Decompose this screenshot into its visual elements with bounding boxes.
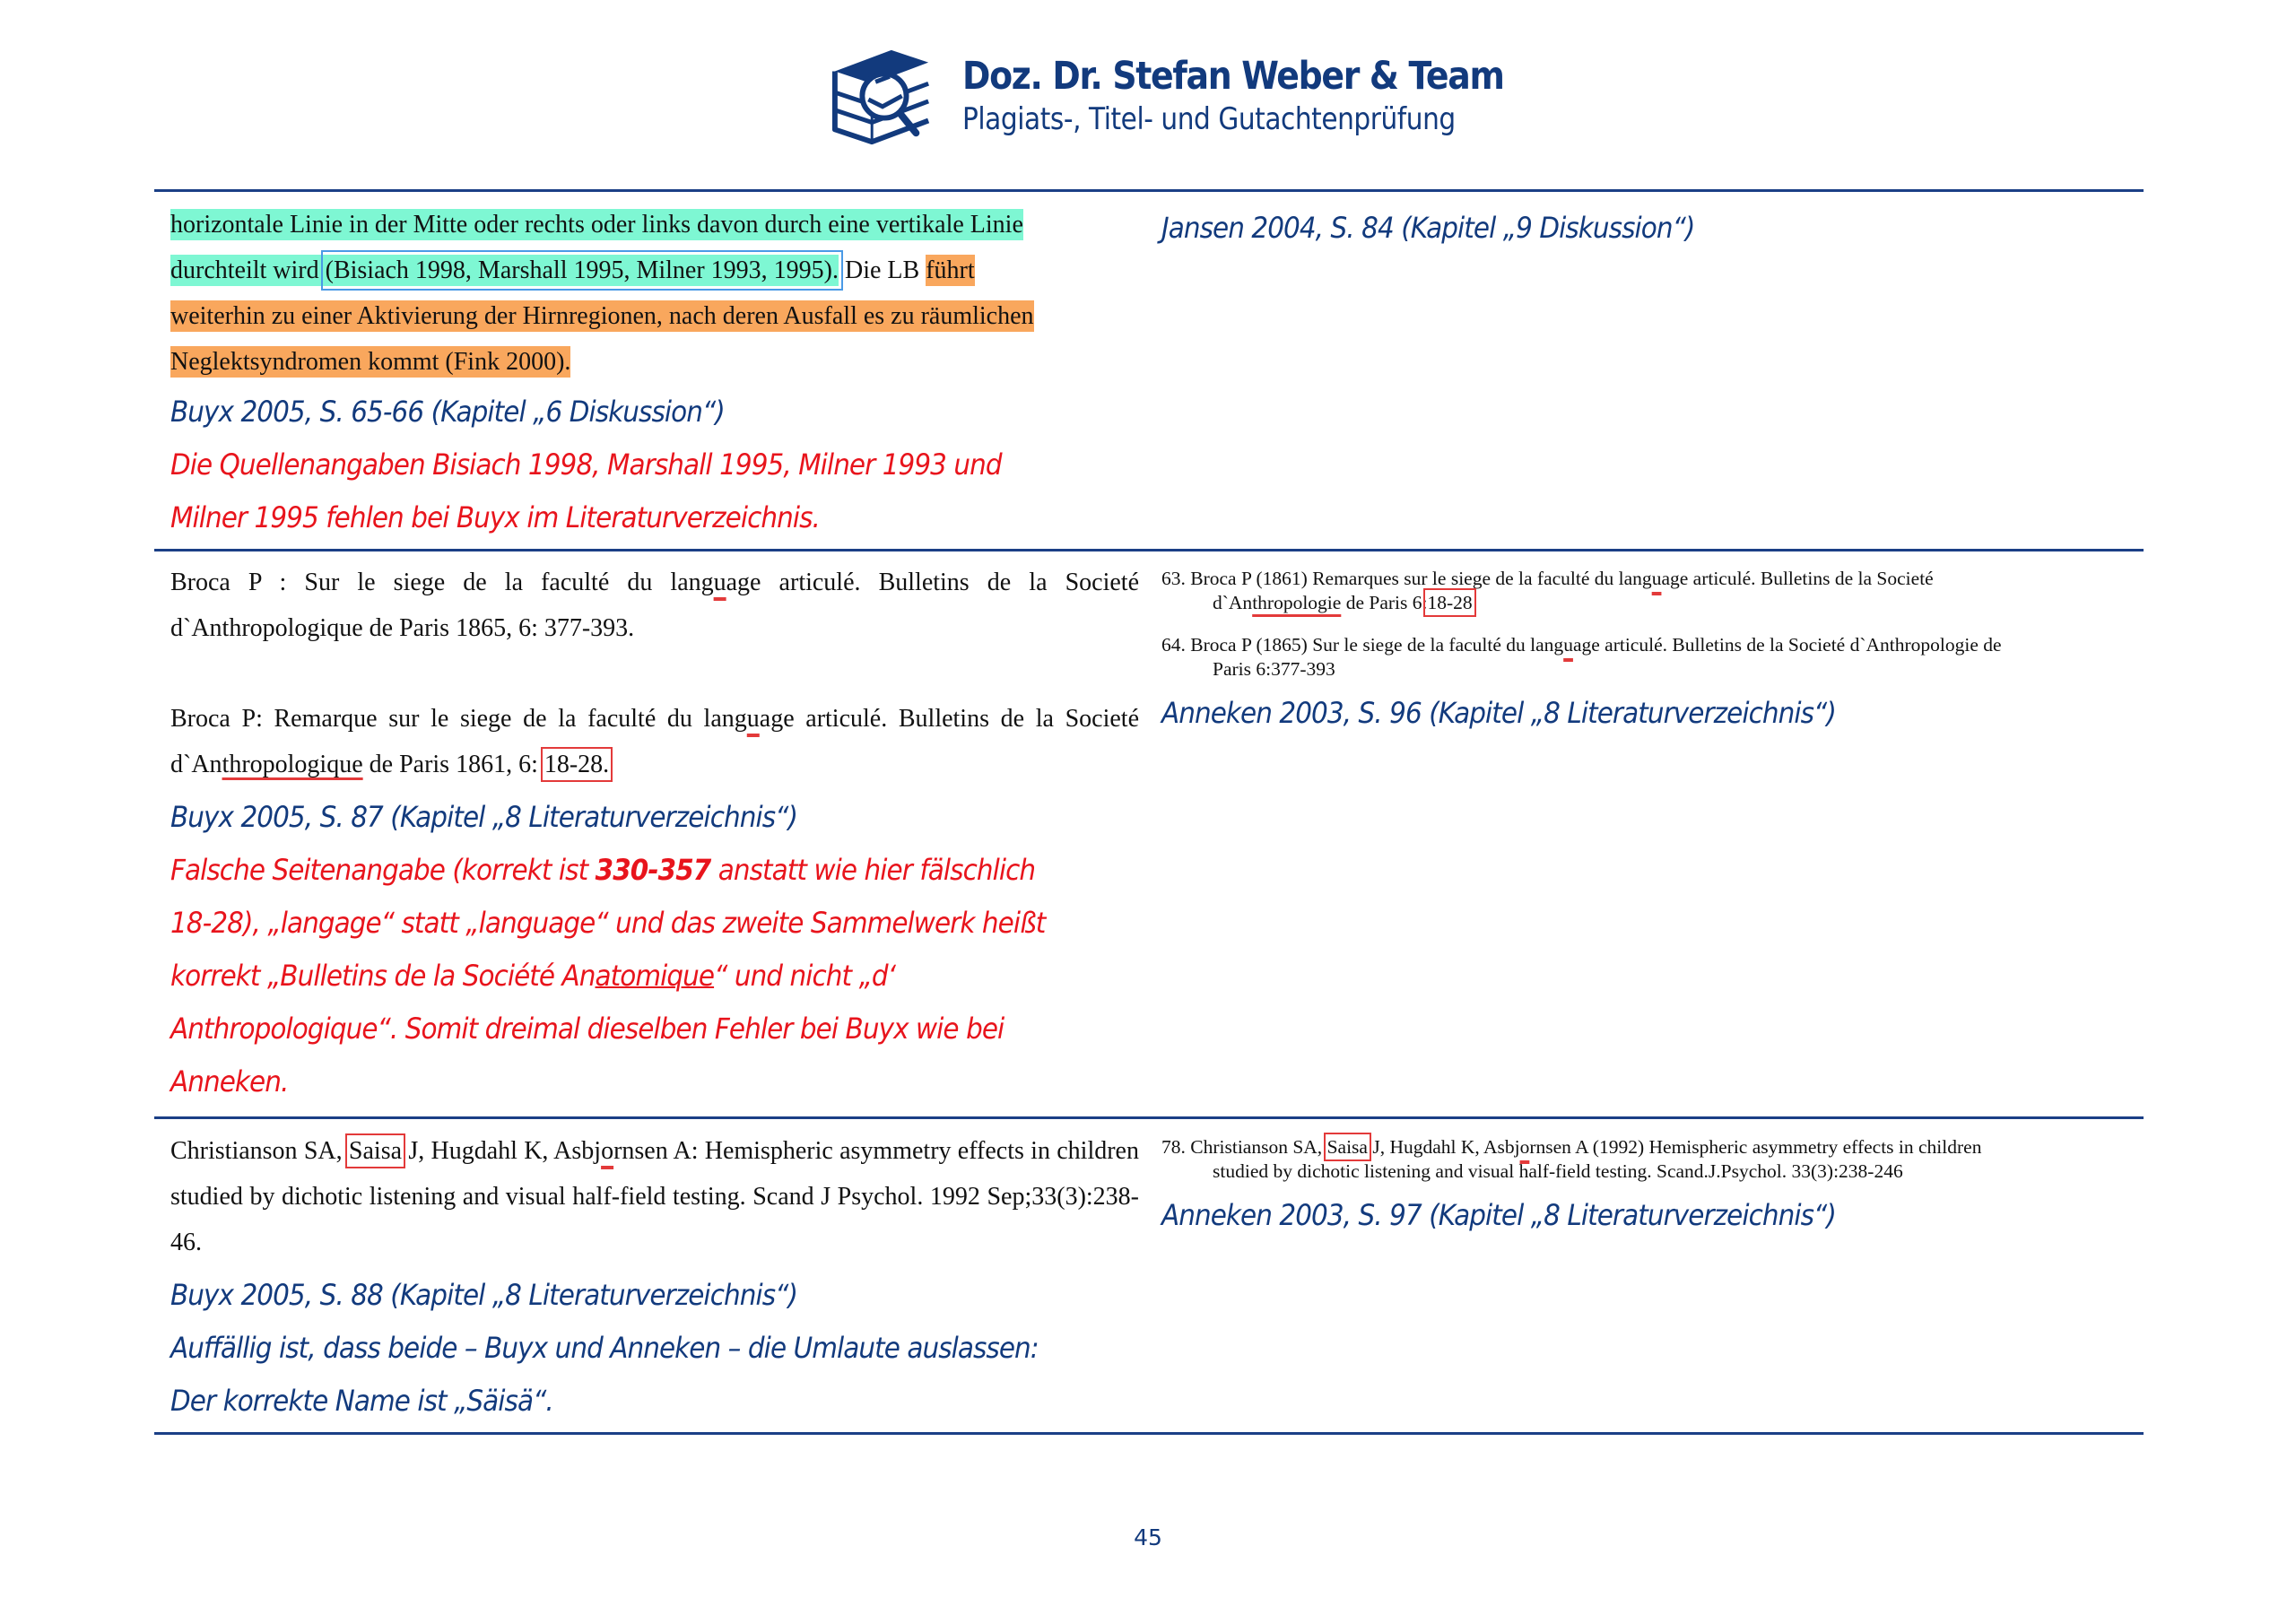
citation-buyx-65: Buyx 2005, S. 65-66 (Kapitel „6 Diskussion“) xyxy=(170,395,725,429)
name-error-box: Saisa xyxy=(1326,1136,1368,1158)
citation-anneken-96: Anneken 2003, S. 96 (Kapitel „8 Literaturverzeichnis“) xyxy=(1161,696,1836,730)
highlight-orange: Neglektsyndromen kommt (Fink 2000). xyxy=(170,348,571,376)
citation-jansen-84: Jansen 2004, S. 84 (Kapitel „9 Diskussion“) xyxy=(1161,211,1695,245)
page-number: 45 xyxy=(1134,1524,1162,1550)
page-header xyxy=(830,43,1578,151)
highlight-green: durchteilt wird xyxy=(170,256,326,284)
source-line xyxy=(170,248,1139,293)
row-divider-2 xyxy=(154,1116,2144,1119)
annotation-line: Der korrekte Name ist „Säisä“. xyxy=(170,1384,553,1418)
highlight-orange: weiterhin zu einer Aktivierung der Hirnregionen, nach deren Ausfall es zu räumlichen xyxy=(170,302,1034,330)
missing-references-box: (Bisiach 1998, Marshall 1995, Milner 1993, 1995). xyxy=(325,256,839,284)
name-error-box: Saisa xyxy=(348,1137,403,1165)
source-text-block xyxy=(170,202,1139,385)
reference-78: 78. Christianson SA, Saisa J, Hugdahl K, Asbjornsen A (1992) Hemispheric asymmetry effects in children studied by dichotic listening and visual half-field testing. Scand.J.Psychol. 33(3):238-246 xyxy=(1161,1136,1982,1182)
error-mark: u xyxy=(1651,568,1662,589)
page-range-box: 18-28 xyxy=(1427,592,1473,613)
citation-buyx-88: Buyx 2005, S. 88 (Kapitel „8 Literaturverzeichnis“) xyxy=(170,1278,798,1312)
page-range-box: 18-28. xyxy=(544,751,610,778)
annotation-line: Die Quellenangaben Bisiach 1998, Marshall 1995, Milner 1993 und xyxy=(170,447,1002,482)
reference-christianson: Christianson SA, Saisa J, Hugdahl K, Asbjornsen A: Hemispheric asymmetry effects in children studied by dichotic listening and visual half-field testing. Scand J Psychol. 1992 Sep;33(3):238-46. xyxy=(170,1137,1139,1256)
error-underline: thropologique xyxy=(222,751,363,778)
highlight-orange: führt xyxy=(926,256,975,284)
annotation-line: korrekt „Bulletins de la Société Anatomique“ und nicht „d‘ xyxy=(170,959,896,993)
reference-64: 64. Broca P (1865) Sur le siege de la faculté du language articulé. Bulletins de la Societé d`Anthropologie de Paris 6:377-393 xyxy=(1161,634,2002,680)
error-mark: o xyxy=(1519,1136,1530,1158)
annotation-line: Falsche Seitenangabe (korrekt ist 330-357 anstatt wie hier fälschlich xyxy=(170,853,1036,887)
error-mark: u xyxy=(713,569,726,596)
error-underline: thropologie xyxy=(1252,592,1342,613)
brand-subtitle: Plagiats-, Titel- und Gutachtenprüfung xyxy=(962,101,1456,137)
reference-broca-1861: Broca P: Remarque sur le siege de la faculté du language articulé. Bulletins de la Societé d`Anthropologique de Paris 1861, 6: 18-28. xyxy=(170,705,1139,778)
reference-63: 63. Broca P (1861) Remarques sur le siege de la faculté du language articulé. Bulletins de la Societé d`Anthropologie de Paris 6:18-28 xyxy=(1161,568,1934,613)
highlight-green: horizontale Linie in der Mitte oder rechts oder links davon durch eine vertikale Linie xyxy=(170,211,1023,239)
citation-anneken-97: Anneken 2003, S. 97 (Kapitel „8 Literaturverzeichnis“) xyxy=(1161,1198,1836,1232)
brand-title: Doz. Dr. Stefan Weber & Team xyxy=(962,54,1504,99)
correct-page-range: 330-357 xyxy=(595,853,711,887)
underlined-word: atomique xyxy=(595,959,715,993)
annotation-line: Anthropologique“. Somit dreimal dieselben Fehler bei Buyx wie bei xyxy=(170,1012,1004,1046)
error-mark: o xyxy=(601,1137,614,1165)
reference-broca-1865: Broca P : Sur le siege de la faculté du language articulé. Bulletins de la Societé d`Anthropologique de Paris 1865, 6: 377-393. xyxy=(170,569,1139,642)
row-divider-1 xyxy=(154,549,2144,551)
row3-left-excerpt xyxy=(170,1128,1139,1428)
annotation-line: Anneken. xyxy=(170,1064,289,1099)
error-mark: u xyxy=(746,705,760,733)
row2-left-excerpt xyxy=(170,560,1139,1108)
annotation-line: 18-28), „langage“ statt „language“ und das zweite Sammelwerk heißt xyxy=(170,906,1046,940)
row3-right-excerpt xyxy=(1161,1135,2144,1242)
source-line xyxy=(170,202,1139,248)
plain-text: Die LB xyxy=(839,256,926,284)
annotation-line: Milner 1995 fehlen bei Buyx im Literaturverzeichnis. xyxy=(170,500,820,534)
source-line xyxy=(170,293,1139,339)
books-magnifier-icon xyxy=(830,48,935,146)
source-line xyxy=(170,339,1139,385)
citation-buyx-87: Buyx 2005, S. 87 (Kapitel „8 Literaturverzeichnis“) xyxy=(170,800,798,834)
row2-right-excerpt xyxy=(1161,567,2144,740)
row1-left-excerpt xyxy=(170,202,1139,544)
error-mark: u xyxy=(1563,634,1573,656)
annotation-line: Auffällig ist, dass beide – Buyx und Anneken – die Umlaute auslassen: xyxy=(170,1331,1039,1365)
row-divider-top xyxy=(154,189,2144,192)
row-divider-bottom xyxy=(154,1432,2144,1435)
row1-right-excerpt xyxy=(1161,202,2144,255)
